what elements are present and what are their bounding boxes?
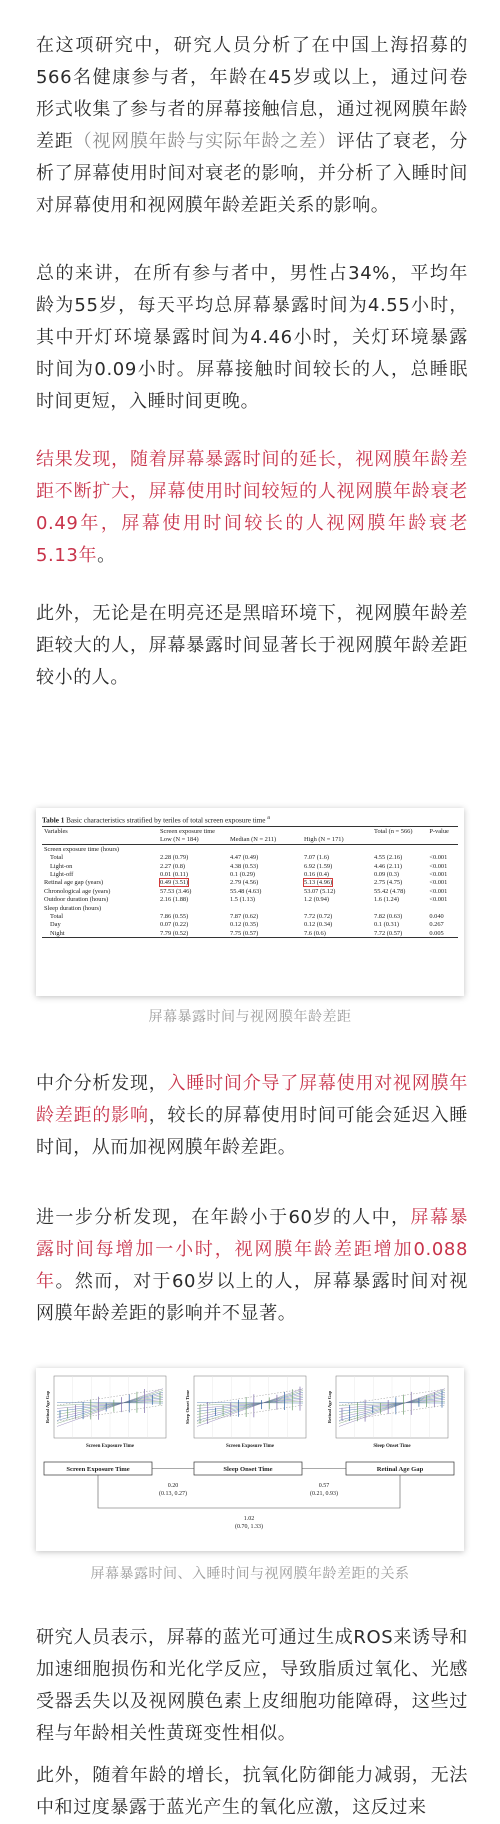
table-cell-median: 4.38 (0.53): [230, 862, 259, 870]
table-row: [42, 862, 458, 870]
table-cell-high: 7.07 (1.6): [304, 854, 330, 862]
header-p-blank: [427, 836, 458, 845]
table-row: [42, 904, 458, 912]
table-cell-high: 7.72 (0.72): [304, 912, 333, 920]
paragraph-environment: [36, 598, 468, 694]
table-row: [42, 870, 458, 878]
characteristics-table: [42, 826, 458, 938]
box-sleep-onset-label: Sleep Onset Time: [223, 1466, 273, 1473]
scatter-panels: [45, 1376, 448, 1449]
chart-caption: 屏幕暴露时间、入睡时间与视网膜年龄差距的关系: [90, 1566, 410, 1582]
panel-retinal-gap-vs-screen: [45, 1376, 166, 1449]
table-cell-high: 6.92 (1.59): [304, 862, 333, 870]
table-cell-p: <0.001: [429, 862, 448, 870]
table-cell-p: <0.001: [429, 871, 448, 879]
mediation-highlight: 入睡时间介导了屏幕使用对视网膜年龄差距的影响: [36, 1073, 469, 1126]
table-cell-high: 53.07 (5.12): [304, 887, 336, 895]
paragraph-summary: [36, 258, 468, 418]
table-cell-low: 7.86 (0.55): [160, 912, 189, 920]
header-p-value: P-value: [427, 827, 458, 836]
mechanism-text: 研究人员表示，屏幕的蓝光可通过生成ROS来诱导和加速细胞损伤和光化学反应，导致脂质过氧化、光感受器丢失以及视网膜色素上皮细胞功能障碍，这些过程与年龄相关性黄斑变性相似。: [36, 1627, 468, 1744]
table-cell-low: 57.53 (3.46): [160, 887, 192, 895]
table-cell-high: 7.6 (0.6): [302, 929, 372, 938]
table-cell-low: 7.79 (0.52): [158, 929, 228, 938]
table-row: [42, 879, 458, 887]
table-cell-high: 0.12 (0.34): [304, 921, 333, 929]
table-cell-label: Retinal age gap (years): [44, 879, 104, 887]
path-b-ci: (0.21, 0.93): [310, 1491, 338, 1497]
table-body: [42, 845, 458, 938]
table-cell-total: [372, 904, 427, 912]
table-cell-median: 7.75 (0.57): [228, 929, 302, 938]
table-cell-median: 7.87 (0.62): [230, 912, 259, 920]
table-title: [36, 808, 464, 826]
panel-ylabel: Sleep Onset Time: [185, 1389, 190, 1425]
table-cell-p: <0.001: [429, 879, 448, 887]
table-cell-low: [158, 879, 228, 887]
panel-xlabel: Screen Exposure Time: [226, 1444, 274, 1449]
table-cell-label: Light-off: [50, 871, 74, 879]
table-cell-low: 0.07 (0.22): [160, 921, 189, 929]
table-cell-total: 7.82 (0.63): [374, 912, 403, 920]
path-c-arrow: [98, 1475, 400, 1508]
table-cell-total: 55.42 (4.78): [374, 887, 406, 895]
header-total: Total (n = 566): [372, 827, 427, 836]
table-cell-label: Chronological age (years): [44, 887, 111, 895]
table-cell-p: <0.001: [429, 854, 448, 862]
table-row: [42, 845, 458, 854]
age-text-2: 。然而，对于60岁以上的人，屏幕暴露时间对视网膜年龄差距的影响并不显著。: [36, 1271, 468, 1324]
header-variables: Variables: [42, 827, 158, 836]
path-a-ci: (0.13, 0.27): [159, 1491, 187, 1497]
mediation-text-1: 中介分析发现，: [36, 1073, 168, 1094]
path-b-value: 0.57: [318, 1483, 330, 1489]
table-cell-p: [427, 904, 458, 912]
table-cell-p: 0.005: [427, 929, 458, 938]
table-cell-low: 2.16 (1.88): [160, 896, 189, 904]
table-cell-total: [372, 845, 427, 854]
path-c-value: 1.02: [243, 1516, 255, 1522]
table-cell-label: Night: [42, 929, 158, 938]
table-cell-total: 4.55 (2.16): [374, 854, 403, 862]
table-cell-label: Total: [50, 854, 64, 862]
header-screen-exposure: Screen exposure time: [158, 827, 372, 836]
table-row: [42, 921, 458, 929]
table-cell-high: 0.16 (0.4): [304, 871, 330, 879]
result-highlight: 随着屏幕暴露时间的延长，视网膜年龄差距不断扩大，屏幕使用时间较短的人视网膜年龄衰老0.49年，屏幕使用时间较长的人视网膜年龄衰老5.13年: [36, 449, 468, 566]
table-title-text: Basic characteristics stratified by teriles of total screen exposure time: [66, 816, 266, 825]
table-cell-p: <0.001: [429, 887, 448, 895]
mediation-diagram: [44, 1462, 454, 1530]
paragraph-intro: [36, 30, 468, 222]
table-cell-p: [427, 845, 458, 854]
table-cell-label: Total: [50, 912, 64, 920]
highlight-box-low: 0.49 (3.51): [160, 879, 189, 887]
table-cell-label: Day: [50, 921, 61, 929]
panel-xlabel: Screen Exposure Time: [86, 1444, 134, 1449]
table-cell-total: 1.6 (1.24): [374, 896, 400, 904]
table-cell-high: [302, 845, 372, 854]
table-cell-low: 0.01 (0.11): [160, 871, 188, 879]
box-screen-exposure-label: Screen Exposure Time: [66, 1466, 130, 1473]
table-cell-label: Sleep duration (hours): [44, 904, 102, 912]
intro-text-2: 评估了衰老，分析了屏幕使用时间对衰老的影响，并分析了入睡时间对屏幕使用和视网膜年龄差距关系的影响。: [36, 131, 469, 216]
header-blank: [42, 836, 158, 845]
table-title-sup: a: [267, 815, 270, 821]
table-row: [42, 887, 458, 895]
table-cell-median: 0.12 (0.35): [230, 921, 259, 929]
age-highlight: 屏幕暴露时间每增加一小时，视网膜年龄差距增加0.088年: [36, 1207, 468, 1292]
header-low: Low (N = 184): [158, 836, 228, 845]
result-end: 。: [97, 545, 116, 566]
paragraph-age-analysis: [36, 1202, 468, 1330]
summary-text: 总的来讲，在所有参与者中，男性占34%，平均年龄为55岁，每天平均总屏幕暴露时间为4.55小时，其中开灯环境暴露时间为4.46小时，关灯环境暴露时间为0.09小时。屏幕接触时间较长的人，总睡眠时间更短，入睡时间更晚。: [36, 263, 468, 412]
table-row: [42, 929, 458, 938]
path-a-value: 0.20: [167, 1483, 179, 1489]
table-cell-low: 2.27 (0.8): [160, 862, 186, 870]
table-title-label: Table 1: [42, 816, 65, 825]
path-c-ci: (0.70, 1.33): [235, 1524, 263, 1530]
antioxidant-text: 此外，随着年龄的增长，抗氧化防御能力减弱，无法中和过度暴露于蓝光产生的氧化应激，这反过来: [36, 1765, 468, 1818]
table-row: [42, 912, 458, 920]
table-row: [42, 896, 458, 904]
table-cell-p: 0.267: [429, 921, 444, 929]
table-cell-median: [228, 904, 302, 912]
header-high: High (N = 171): [302, 836, 372, 845]
panel-ylabel: Retinal Age Gap: [45, 1390, 50, 1424]
table-caption: 屏幕暴露时间与视网膜年龄差距: [148, 1009, 352, 1025]
panel-ylabel: Retinal Age Gap: [327, 1390, 332, 1424]
intro-text-1: 在这项研究中，研究人员分析了在中国上海招募的566名健康参与者，年龄在45岁或以上，通过问卷形式收集了参与者的屏幕接触信息，通过视网膜年龄差距: [36, 35, 468, 152]
panel-xlabel: Sleep Onset Time: [373, 1444, 411, 1449]
table-cell-median: 4.47 (0.49): [230, 854, 259, 862]
table-cell-median: 0.1 (0.29): [230, 871, 256, 879]
age-text-1: 进一步分析发现，在年龄小于60岁的人中，: [36, 1207, 411, 1228]
table-cell-median: 55.48 (4.63): [230, 887, 262, 895]
table-cell-total: 0.1 (0.31): [374, 921, 400, 929]
paragraph-antioxidant: [36, 1760, 468, 1824]
box-retinal-age-gap-label: Retinal Age Gap: [376, 1466, 424, 1473]
table-cell-p: <0.001: [429, 896, 448, 904]
result-lead: 结果发现，: [36, 449, 130, 470]
panel-retinal-gap-vs-sleep-onset: [327, 1376, 448, 1449]
table-cell-high: [302, 879, 372, 887]
table-cell-label: Light-on: [50, 862, 73, 870]
table-cell-label: Screen exposure time (hours): [44, 845, 120, 853]
table-cell-low: [158, 845, 228, 854]
environment-text: 此外，无论是在明亮还是黑暗环境下，视网膜年龄差距较大的人，屏幕暴露时间显著长于视网膜年龄差距较小的人。: [36, 603, 468, 688]
table-cell-total: 4.46 (2.11): [374, 862, 402, 870]
highlight-box-high: 5.13 (4.96): [304, 879, 333, 887]
table-cell-label: Outdoor duration (hours): [44, 896, 109, 904]
panel-sleep-onset-vs-screen: [185, 1376, 306, 1449]
header-total-blank: [372, 836, 427, 845]
table-cell-total: 7.72 (0.57): [372, 929, 427, 938]
table-row: [42, 854, 458, 862]
table-cell-high: 1.2 (0.94): [304, 896, 330, 904]
mediation-chart-figure: [36, 1368, 464, 1551]
table-cell-total: 2.75 (4.75): [374, 879, 403, 887]
paragraph-result: [36, 444, 468, 572]
table-cell-total: 0.09 (0.3): [374, 871, 400, 879]
paragraph-mechanism: [36, 1622, 468, 1750]
mediation-chart: [36, 1368, 464, 1551]
table-cell-low: [158, 904, 228, 912]
table-cell-median: 2.79 (4.56): [230, 879, 259, 887]
intro-note: （视网膜年龄与实际年龄之差）: [73, 131, 337, 152]
table-cell-median: 1.5 (1.13): [230, 896, 256, 904]
table-figure: [36, 808, 464, 996]
table-cell-low: 2.28 (0.79): [160, 854, 189, 862]
paragraph-mediation: [36, 1068, 468, 1164]
table-cell-p: 0.040: [429, 912, 444, 920]
mediation-text-2: ，较长的屏幕使用时间可能会延迟入睡时间，从而加视网膜年龄差距。: [36, 1105, 468, 1158]
header-median: Median (N = 211): [228, 836, 302, 845]
table-cell-median: [228, 845, 302, 854]
table-cell-high: [302, 904, 372, 912]
